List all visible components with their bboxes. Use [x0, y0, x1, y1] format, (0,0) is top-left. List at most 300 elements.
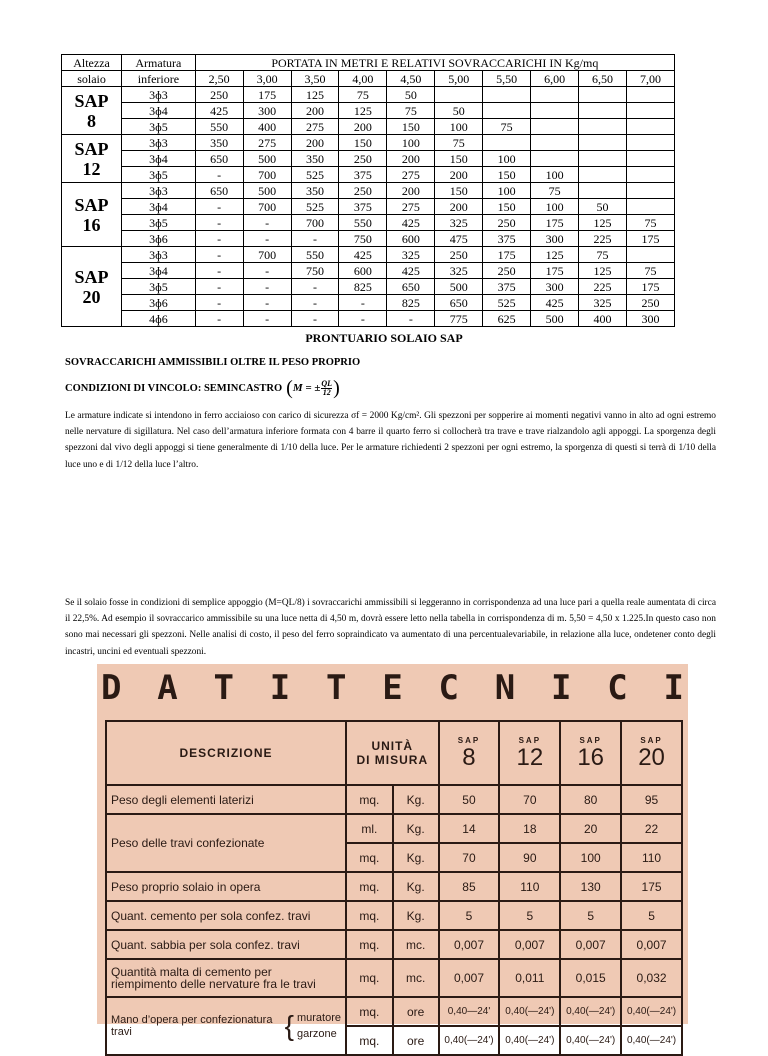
value-cell: 250: [483, 263, 531, 279]
value-cell: 75: [531, 183, 579, 199]
value-cell: 150: [435, 183, 483, 199]
sap-name: SAP: [74, 90, 109, 111]
value-cell: 300: [531, 279, 579, 295]
value-cell: 625: [483, 311, 531, 327]
unit-2: ore: [393, 997, 439, 1026]
sap-col-label: SAP: [518, 735, 542, 745]
value-cell: 325: [579, 295, 627, 311]
value-cell: 475: [435, 231, 483, 247]
value-cell: -: [291, 295, 339, 311]
value-cell: 125: [579, 263, 627, 279]
value-cell: 250: [483, 215, 531, 231]
value-cell: [579, 119, 627, 135]
unit-2: mc.: [393, 959, 439, 997]
value-cell: 125: [531, 247, 579, 263]
dati-value: 175: [621, 872, 682, 901]
dati-value: 0,40(—24'): [499, 1026, 560, 1055]
value-cell: 225: [579, 279, 627, 295]
dati-value: 0,40(—24'): [621, 997, 682, 1026]
title-letter: D: [101, 668, 122, 708]
formula-den: 12: [322, 387, 331, 397]
value-cell: 175: [483, 247, 531, 263]
value-cell: [579, 135, 627, 151]
unit-1: mq.: [346, 1026, 393, 1055]
value-cell: [531, 119, 579, 135]
dati-value: 0,032: [621, 959, 682, 997]
value-cell: 350: [291, 183, 339, 199]
unit-2: Kg.: [393, 785, 439, 814]
value-cell: 425: [387, 215, 435, 231]
value-cell: 650: [195, 151, 243, 167]
value-cell: -: [195, 295, 243, 311]
dati-tecnici-title: [97, 668, 688, 708]
value-cell: [531, 87, 579, 103]
title-letter: C: [607, 668, 628, 708]
dati-row: [106, 814, 682, 843]
value-cell: 75: [626, 263, 674, 279]
portata-table: [61, 54, 675, 327]
value-cell: 700: [243, 247, 291, 263]
value-cell: 150: [483, 167, 531, 183]
sap-col-header: [560, 721, 621, 785]
unit-2: Kg.: [393, 901, 439, 930]
dati-row: [106, 872, 682, 901]
mano-desc: [106, 997, 346, 1055]
title-letter: I: [663, 668, 684, 708]
value-cell: [626, 247, 674, 263]
dati-value: 0,007: [499, 930, 560, 959]
sap-col-number: 20: [638, 743, 665, 771]
value-cell: -: [339, 311, 387, 327]
value-cell: 550: [339, 215, 387, 231]
armatura-cell: 3ɸ6: [122, 231, 196, 247]
value-cell: 150: [483, 199, 531, 215]
heading-condizioni: [65, 379, 340, 397]
sap-col-label: SAP: [579, 735, 602, 745]
value-cell: [626, 199, 674, 215]
value-cell: 350: [195, 135, 243, 151]
table-row: [62, 247, 675, 263]
dati-value: 0,007: [439, 930, 500, 959]
table-row: [62, 279, 675, 295]
dati-desc: Peso delle travi confezionate: [106, 814, 346, 872]
dati-value: 20: [560, 814, 621, 843]
value-cell: -: [291, 279, 339, 295]
value-cell: 50: [387, 87, 435, 103]
value-cell: 75: [483, 119, 531, 135]
armatura-cell: 3ɸ5: [122, 119, 196, 135]
value-cell: 175: [531, 263, 579, 279]
span-header: 6,50: [579, 71, 627, 87]
value-cell: 300: [531, 231, 579, 247]
dati-value: 100: [560, 843, 621, 872]
formula-lhs: M: [292, 382, 303, 394]
dati-tecnici-scan: [97, 664, 688, 1048]
value-cell: 425: [531, 295, 579, 311]
value-cell: 350: [291, 151, 339, 167]
formula-eq: = ±: [305, 382, 321, 394]
unit-2: ore: [393, 1026, 439, 1055]
value-cell: 275: [387, 199, 435, 215]
value-cell: -: [243, 215, 291, 231]
value-cell: 100: [531, 167, 579, 183]
dati-value: 0,007: [560, 930, 621, 959]
value-cell: 175: [626, 231, 674, 247]
table-caption: PRONTUARIO SOLAIO SAP: [305, 331, 463, 345]
title-letter: A: [157, 668, 178, 708]
value-cell: 275: [291, 119, 339, 135]
unit-2: Kg.: [393, 814, 439, 843]
value-cell: [626, 135, 674, 151]
dati-row: [106, 930, 682, 959]
dati-value: 0,40(—24'): [439, 1026, 500, 1055]
value-cell: -: [291, 231, 339, 247]
sap-number: 8: [87, 110, 97, 131]
value-cell: 700: [243, 199, 291, 215]
value-cell: 650: [435, 295, 483, 311]
value-cell: 250: [339, 151, 387, 167]
value-cell: 200: [291, 103, 339, 119]
value-cell: 100: [483, 151, 531, 167]
role-muratore: muratore: [296, 1012, 341, 1024]
dati-row: [106, 959, 682, 997]
unit-1: mq.: [346, 997, 393, 1026]
mano-wrap: [111, 1010, 341, 1042]
armatura-cell: 3ɸ5: [122, 167, 196, 183]
dati-row: [106, 901, 682, 930]
value-cell: -: [195, 231, 243, 247]
armatura-cell: 3ɸ6: [122, 295, 196, 311]
value-cell: 50: [579, 199, 627, 215]
value-cell: 325: [435, 263, 483, 279]
sap-label: [62, 247, 122, 327]
value-cell: -: [291, 311, 339, 327]
paragraph-armature: Le armature indicate si intendono in ferro acciaioso con carico di sicurezza σf = 2000 Kg/cm². Gli spezzoni per sopperire ai momenti negativi vanno in alto ad ogni estremo nelle nervature di sigillatura. Nel caso dell’armatura inferiore formata con 4 barre il quarto ferro si collocherà tra trave e trave rialzandolo agli appoggi. La sporgenza degli spezzoni dal vivo degli appoggi si tiene generalmente di 1/10 della luce. Per le armature richiedenti 2 spezzoni per ogni estremo, la sporgenza di questi si terrà di 1/10 della luce uno e di 1/12 della luce l’altro.: [65, 411, 716, 470]
unita-line1: UNITÀ: [371, 739, 414, 753]
sap-col-header: [439, 721, 500, 785]
value-cell: 650: [195, 183, 243, 199]
value-cell: 500: [243, 183, 291, 199]
mano-roles: [297, 1010, 341, 1042]
dati-header-row: [106, 721, 682, 785]
unit-2: Kg.: [393, 843, 439, 872]
value-cell: 750: [339, 231, 387, 247]
value-cell: -: [243, 231, 291, 247]
sap-col-number: 8: [462, 743, 476, 771]
value-cell: 75: [626, 215, 674, 231]
dati-value: 70: [499, 785, 560, 814]
moment-formula: ( M = ± $\frac{QL}{12}$ ): [286, 377, 340, 399]
sap-col-header: [621, 721, 682, 785]
value-cell: 600: [339, 263, 387, 279]
value-cell: [626, 103, 674, 119]
sap-number: 16: [82, 214, 101, 235]
value-cell: 100: [435, 119, 483, 135]
armatura-cell: 3ɸ5: [122, 279, 196, 295]
value-cell: 525: [291, 167, 339, 183]
unit-1: mq.: [346, 930, 393, 959]
value-cell: [579, 167, 627, 183]
table-row: [62, 215, 675, 231]
sap-number: 20: [82, 286, 101, 307]
span-header: 5,00: [435, 71, 483, 87]
dati-value: 0,40—24': [439, 997, 500, 1026]
value-cell: 125: [339, 103, 387, 119]
value-cell: 275: [387, 167, 435, 183]
armatura-cell: 3ɸ3: [122, 135, 196, 151]
dati-desc: Peso degli elementi laterizi: [106, 785, 346, 814]
value-cell: 425: [195, 103, 243, 119]
dati-value: 22: [621, 814, 682, 843]
value-cell: 75: [387, 103, 435, 119]
value-cell: -: [387, 311, 435, 327]
armatura-cell: 3ɸ4: [122, 263, 196, 279]
value-cell: 250: [339, 183, 387, 199]
value-cell: 100: [531, 199, 579, 215]
value-cell: -: [195, 167, 243, 183]
value-cell: 200: [435, 167, 483, 183]
armatura-cell: 3ɸ4: [122, 199, 196, 215]
title-letter: I: [269, 668, 291, 708]
sap-number: 12: [82, 158, 101, 179]
unit-2: Kg.: [393, 872, 439, 901]
value-cell: 150: [387, 119, 435, 135]
value-cell: 700: [291, 215, 339, 231]
value-cell: 525: [483, 295, 531, 311]
value-cell: [579, 183, 627, 199]
value-cell: [435, 87, 483, 103]
title-letter: I: [551, 668, 572, 708]
value-cell: 250: [626, 295, 674, 311]
value-cell: 125: [579, 215, 627, 231]
table-row: [62, 119, 675, 135]
mano-label: Mano d’opera per confezionatura travi: [111, 1014, 273, 1038]
span-header: 5,50: [483, 71, 531, 87]
value-cell: [626, 151, 674, 167]
dati-value: 0,007: [621, 930, 682, 959]
span-header: 6,00: [531, 71, 579, 87]
dati-value: 110: [621, 843, 682, 872]
sap-col-label: SAP: [640, 735, 663, 745]
hdr-solaio: solaio: [62, 71, 122, 87]
span-header: 4,50: [387, 71, 435, 87]
sap-name: SAP: [74, 266, 109, 287]
value-cell: 400: [243, 119, 291, 135]
value-cell: 325: [435, 215, 483, 231]
value-cell: 500: [435, 279, 483, 295]
dati-desc: Peso proprio solaio in opera: [106, 872, 346, 901]
dati-value: 80: [560, 785, 621, 814]
table-row: [62, 263, 675, 279]
heading-sovraccarichi: SOVRACCARICHI AMMISSIBILI OLTRE IL PESO PROPRIO: [65, 357, 361, 368]
value-cell: 250: [195, 87, 243, 103]
dati-desc: Quantità malta di cemento per riempimento delle nervature fra le travi: [106, 959, 346, 997]
value-cell: 375: [483, 279, 531, 295]
value-cell: 825: [339, 279, 387, 295]
sap-col-number: 12: [516, 743, 544, 771]
dati-value: 5: [439, 901, 500, 930]
value-cell: 700: [243, 167, 291, 183]
value-cell: 425: [387, 263, 435, 279]
title-letter: T: [213, 668, 234, 708]
sap-label: [62, 183, 122, 247]
armatura-cell: 3ɸ3: [122, 247, 196, 263]
sap-label: [62, 87, 122, 135]
value-cell: 375: [339, 167, 387, 183]
value-cell: 550: [291, 247, 339, 263]
value-cell: -: [243, 279, 291, 295]
value-cell: 300: [243, 103, 291, 119]
title-letter: T: [326, 668, 347, 708]
dati-value: 0,40(—24'): [621, 1026, 682, 1055]
dati-desc: Quant. cemento per sola confez. travi: [106, 901, 346, 930]
value-cell: -: [195, 199, 243, 215]
unit-1: mq.: [346, 901, 393, 930]
dati-value: 85: [439, 872, 500, 901]
value-cell: [483, 135, 531, 151]
table-row: [62, 103, 675, 119]
dati-value: 50: [439, 785, 500, 814]
dati-value: 5: [621, 901, 682, 930]
span-header: 3,50: [291, 71, 339, 87]
dati-value: 14: [439, 814, 500, 843]
span-header: 3,00: [243, 71, 291, 87]
value-cell: 550: [195, 119, 243, 135]
value-cell: 75: [339, 87, 387, 103]
value-cell: 750: [291, 263, 339, 279]
unit-1: ml.: [346, 814, 393, 843]
value-cell: -: [339, 295, 387, 311]
span-header: 7,00: [626, 71, 674, 87]
value-cell: 200: [291, 135, 339, 151]
value-cell: -: [195, 247, 243, 263]
header-row-2: [62, 71, 675, 87]
dati-value: 90: [499, 843, 560, 872]
value-cell: 100: [483, 183, 531, 199]
dati-desc: Quant. sabbia per sola confez. travi: [106, 930, 346, 959]
dati-value: 18: [499, 814, 560, 843]
table-row: [62, 231, 675, 247]
table-row: [62, 135, 675, 151]
title-letter: C: [438, 668, 459, 708]
dati-tecnici-table: [105, 720, 683, 1056]
unita-line2: DI MISURA: [356, 753, 429, 767]
armatura-cell: 3ɸ5: [122, 215, 196, 231]
value-cell: 100: [387, 135, 435, 151]
value-cell: 300: [626, 311, 674, 327]
value-cell: -: [195, 263, 243, 279]
dati-value: 0,015: [560, 959, 621, 997]
sap-label: [62, 135, 122, 183]
sap-name: SAP: [74, 138, 109, 159]
value-cell: 400: [579, 311, 627, 327]
value-cell: [483, 87, 531, 103]
sap-name: SAP: [74, 194, 109, 215]
table-row: [62, 199, 675, 215]
value-cell: 175: [531, 215, 579, 231]
value-cell: 200: [387, 183, 435, 199]
value-cell: [579, 87, 627, 103]
dati-value: 0,40(—24'): [560, 997, 621, 1026]
value-cell: [626, 119, 674, 135]
value-cell: 50: [435, 103, 483, 119]
value-cell: [579, 103, 627, 119]
unit-1: mq.: [346, 872, 393, 901]
unit-2: mc.: [393, 930, 439, 959]
value-cell: 75: [579, 247, 627, 263]
dati-value: 5: [560, 901, 621, 930]
unit-1: mq.: [346, 785, 393, 814]
value-cell: [531, 151, 579, 167]
value-cell: 150: [435, 151, 483, 167]
dati-value: 110: [499, 872, 560, 901]
value-cell: [626, 167, 674, 183]
dati-row: [106, 997, 682, 1026]
value-cell: 825: [387, 295, 435, 311]
armatura-cell: 3ɸ3: [122, 87, 196, 103]
armatura-cell: 3ɸ4: [122, 103, 196, 119]
value-cell: 275: [243, 135, 291, 151]
value-cell: 150: [339, 135, 387, 151]
value-cell: 200: [387, 151, 435, 167]
value-cell: -: [243, 295, 291, 311]
value-cell: -: [243, 263, 291, 279]
value-cell: 775: [435, 311, 483, 327]
formula-num: QL: [321, 378, 333, 388]
table-row: [62, 183, 675, 199]
value-cell: 325: [387, 247, 435, 263]
table-row: [62, 151, 675, 167]
unit-1: mq.: [346, 959, 393, 997]
table-row: [62, 87, 675, 103]
role-garzone: garzone: [296, 1028, 337, 1040]
value-cell: -: [195, 215, 243, 231]
paragraph-appoggio: Se il solaio fosse in condizioni di semplice appoggio (M=QL/8) i sovraccarichi ammissibili si leggeranno in corrispondenza ad una luce pari a quella reale aumentata di circa il 22,5%. Ad esempio il sovraccarico ammissibile su una luce netta di 4,50 m, dovrà essere letto nella tabella in corrispondenza di m. 5,50 = 4,50 x 1.225.In questo caso non sono mai necessari gli spezzoni. Nelle analisi di costo, il peso del ferro sopraindicato va aumentato di una percentualevariabile, in relazione alla luce, ondetener conto degli incastri, uncini ed eventuali spezzoni.: [65, 598, 716, 657]
value-cell: 225: [579, 231, 627, 247]
value-cell: 75: [435, 135, 483, 151]
sap-col-number: 16: [577, 743, 605, 771]
value-cell: 200: [339, 119, 387, 135]
hdr-altezza: Altezza: [62, 55, 122, 71]
title-letter: N: [494, 668, 516, 708]
sap-col-label: SAP: [457, 735, 481, 745]
value-cell: [626, 183, 674, 199]
value-cell: -: [243, 311, 291, 327]
value-cell: 375: [483, 231, 531, 247]
value-cell: 200: [435, 199, 483, 215]
value-cell: [531, 135, 579, 151]
value-cell: [626, 87, 674, 103]
span-header: 4,00: [339, 71, 387, 87]
unit-1: mq.: [346, 843, 393, 872]
armatura-cell: 4ɸ6: [122, 311, 196, 327]
value-cell: -: [195, 311, 243, 327]
hdr-armatura: Armatura: [122, 55, 196, 71]
hdr-portata: PORTATA IN METRI E RELATIVI SOVRACCARICHI IN Kg/mq: [195, 55, 674, 71]
armatura-cell: 3ɸ3: [122, 183, 196, 199]
value-cell: 425: [339, 247, 387, 263]
value-cell: 600: [387, 231, 435, 247]
value-cell: [483, 103, 531, 119]
dati-value: 95: [621, 785, 682, 814]
value-cell: 500: [531, 311, 579, 327]
table-row: [62, 295, 675, 311]
sap-col-header: [499, 721, 560, 785]
value-cell: 525: [291, 199, 339, 215]
value-cell: 500: [243, 151, 291, 167]
dati-row: [106, 785, 682, 814]
dati-value: 5: [499, 901, 560, 930]
